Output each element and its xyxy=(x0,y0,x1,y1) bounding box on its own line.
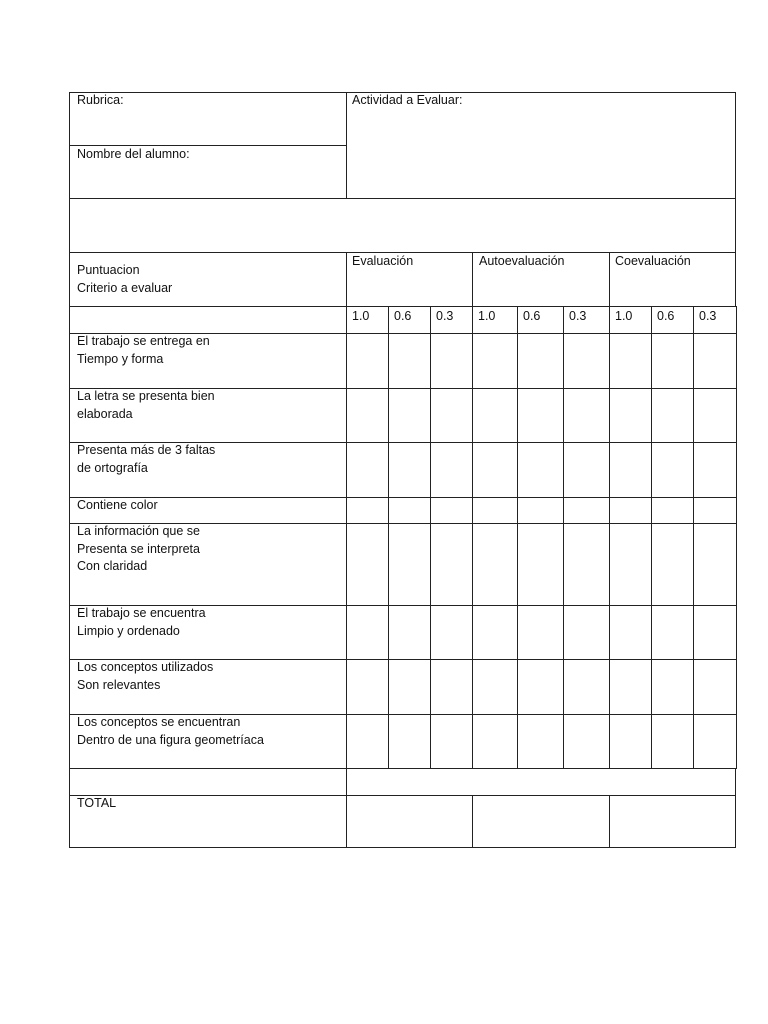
score-header-label: 0.3 xyxy=(569,309,587,323)
score-cell xyxy=(430,497,473,524)
score-cell xyxy=(388,497,431,524)
spacer-row-right xyxy=(346,768,736,796)
score-cell xyxy=(651,659,694,715)
score-cell xyxy=(346,523,389,606)
nombre-alumno-label: Nombre del alumno: xyxy=(77,147,190,161)
score-cell xyxy=(517,333,564,389)
score-cell xyxy=(430,333,473,389)
total-coevaluacion-cell xyxy=(609,795,736,848)
score-cell xyxy=(430,523,473,606)
score-cell xyxy=(563,497,610,524)
score-cell xyxy=(651,714,694,769)
score-cell xyxy=(430,605,473,660)
score-cell xyxy=(609,388,652,443)
score-cell xyxy=(346,659,389,715)
score-cell xyxy=(693,388,737,443)
criterion-label: La letra se presenta bien elaborada xyxy=(77,389,215,421)
score-cell xyxy=(430,442,473,498)
puntuacion-label: Puntuacion xyxy=(77,263,140,277)
score-cell xyxy=(472,497,518,524)
score-row-blank xyxy=(69,306,347,334)
actividad-label: Actividad a Evaluar: xyxy=(352,93,463,107)
score-header-label: 1.0 xyxy=(352,309,370,323)
score-cell xyxy=(693,497,737,524)
score-cell xyxy=(388,523,431,606)
criterion-label: La información que se Presenta se interpreta Con claridad xyxy=(77,524,200,573)
score-cell xyxy=(472,659,518,715)
score-cell xyxy=(517,714,564,769)
score-cell xyxy=(388,333,431,389)
criterio-label: Criterio a evaluar xyxy=(77,281,173,295)
score-cell xyxy=(609,497,652,524)
score-cell xyxy=(388,659,431,715)
score-cell xyxy=(346,605,389,660)
blank-row xyxy=(69,198,736,253)
score-cell xyxy=(563,333,610,389)
total-label: TOTAL xyxy=(77,796,117,810)
score-cell xyxy=(346,388,389,443)
score-cell xyxy=(472,523,518,606)
score-header-label: 0.3 xyxy=(699,309,717,323)
criterion-label: Los conceptos utilizados Son relevantes xyxy=(77,660,214,692)
score-cell xyxy=(517,605,564,660)
score-cell xyxy=(693,659,737,715)
score-cell xyxy=(517,523,564,606)
score-cell xyxy=(472,714,518,769)
group-autoevaluacion-label: Autoevaluación xyxy=(479,254,565,268)
score-cell xyxy=(430,659,473,715)
score-header-label: 0.6 xyxy=(394,309,412,323)
total-evaluacion-cell xyxy=(346,795,473,848)
score-cell xyxy=(388,442,431,498)
score-cell xyxy=(472,442,518,498)
score-cell xyxy=(517,388,564,443)
score-cell xyxy=(346,497,389,524)
score-cell xyxy=(693,605,737,660)
score-cell xyxy=(693,523,737,606)
score-cell xyxy=(388,605,431,660)
score-cell xyxy=(517,497,564,524)
score-cell xyxy=(651,523,694,606)
score-cell xyxy=(563,605,610,660)
criterion-label: El trabajo se encuentra Limpio y ordenado xyxy=(77,606,206,638)
total-autoevaluacion-cell xyxy=(472,795,610,848)
score-cell xyxy=(651,333,694,389)
criterion-label: El trabajo se entrega en Tiempo y forma xyxy=(77,334,210,366)
score-cell xyxy=(472,388,518,443)
score-cell xyxy=(346,333,389,389)
score-cell xyxy=(517,659,564,715)
group-coevaluacion-label: Coevaluación xyxy=(615,254,691,268)
score-cell xyxy=(651,497,694,524)
score-cell xyxy=(609,605,652,660)
score-cell xyxy=(563,523,610,606)
score-cell xyxy=(563,714,610,769)
score-cell xyxy=(517,442,564,498)
score-cell xyxy=(472,605,518,660)
score-cell xyxy=(693,442,737,498)
spacer-row-left xyxy=(69,768,347,796)
score-cell xyxy=(651,605,694,660)
score-cell xyxy=(693,333,737,389)
criterion-label: Los conceptos se encuentran Dentro de una figura geometríaca xyxy=(77,715,264,747)
score-cell xyxy=(651,388,694,443)
score-header-label: 1.0 xyxy=(478,309,496,323)
score-cell xyxy=(609,714,652,769)
criterion-label: Presenta más de 3 faltas de ortografía xyxy=(77,443,216,475)
score-cell xyxy=(563,388,610,443)
score-cell xyxy=(388,388,431,443)
score-cell xyxy=(430,714,473,769)
score-cell xyxy=(651,442,694,498)
score-header-label: 0.6 xyxy=(657,309,675,323)
score-cell xyxy=(609,333,652,389)
score-cell xyxy=(472,333,518,389)
group-evaluacion-label: Evaluación xyxy=(352,254,414,268)
score-cell xyxy=(693,714,737,769)
score-cell xyxy=(388,714,431,769)
rubrica-label: Rubrica: xyxy=(77,93,124,107)
score-header-label: 0.3 xyxy=(436,309,454,323)
score-cell xyxy=(346,442,389,498)
score-cell xyxy=(346,714,389,769)
score-cell xyxy=(609,659,652,715)
score-cell xyxy=(563,442,610,498)
score-cell xyxy=(430,388,473,443)
score-cell xyxy=(609,442,652,498)
score-header-label: 1.0 xyxy=(615,309,633,323)
score-header-label: 0.6 xyxy=(523,309,541,323)
score-cell xyxy=(563,659,610,715)
criterion-label: Contiene color xyxy=(77,498,158,512)
score-cell xyxy=(609,523,652,606)
